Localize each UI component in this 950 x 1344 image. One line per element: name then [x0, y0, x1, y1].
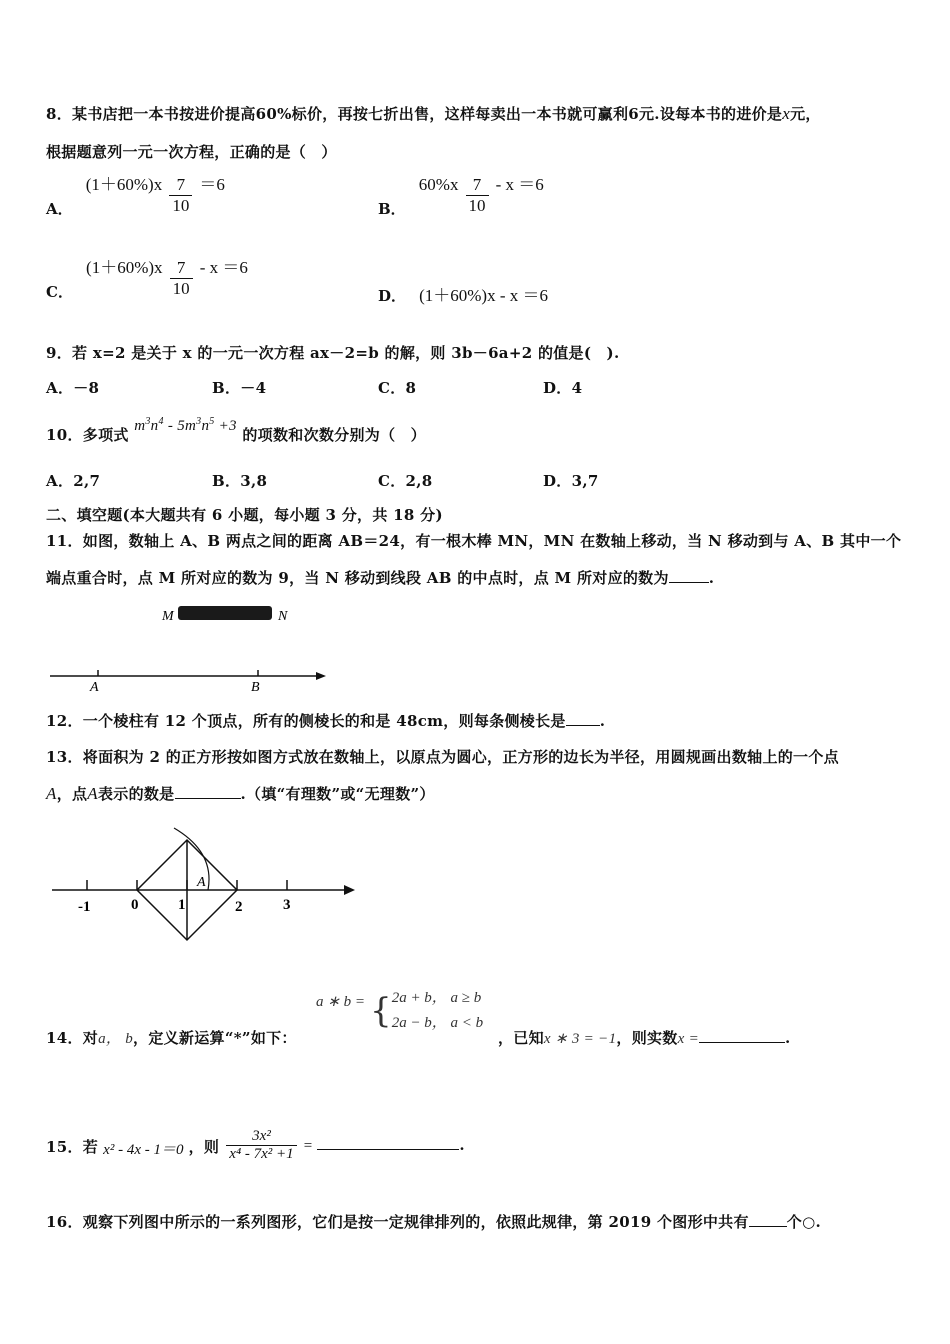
arrow-head: [316, 672, 326, 680]
label-n: N: [278, 609, 288, 624]
tick-label: 3: [283, 897, 291, 913]
q9-option-b: B．－4: [212, 379, 267, 397]
case-2: 2a − b， a < b: [391, 1015, 484, 1031]
label-a: A: [90, 680, 99, 695]
q10-option-a: A．2,7: [46, 472, 101, 490]
q16-answer-blank: [749, 1212, 787, 1227]
q15-stem: 15．若 x² - 4x - 1＝0 ，则 $\frac{\text{3x²}}{\text{x⁴ - 7x² +1}}$ = .: [46, 1128, 465, 1162]
q10-option-c: C．2,8: [378, 472, 433, 490]
q10-option-b: B．3,8: [212, 472, 268, 490]
q8-option-a: A． (1＋60%)x $\frac{7}{10}$ ＝6: [46, 175, 225, 218]
brace: {: [370, 991, 392, 1031]
q10-stem: 10．多项式 $m^3n^4 - 5m^3n^5 +3$ 的项数和次数分别为（ ）: [46, 416, 426, 444]
case-1: 2a + b， a ≥ b: [391, 990, 482, 1006]
q14-answer-blank: [699, 1028, 785, 1043]
q8-a-fraction: $\frac{7}{10}$: [169, 175, 192, 216]
q9-option-d: D．4: [543, 379, 583, 397]
q13-line1: 13．将面积为 2 的正方形按如图方式放在数轴上，以原点为圆心，正方形的边长为半径，用圆规画出数轴上的一个点: [46, 748, 839, 766]
tick-label: 0: [131, 897, 139, 913]
q11-line2: 端点重合时，点 M 所对应的数为 9，当 N 移动到线段 AB 的中点时，点 M 所对应的数为 .: [46, 569, 715, 587]
section-heading: 二、填空题(本大题共有 6 小题，每小题 3 分，共 18 分): [46, 506, 443, 524]
stick-mn: [178, 606, 272, 620]
q15-answer-blank: [317, 1135, 459, 1150]
label-b: B: [251, 680, 260, 695]
q12-stem: 12．一个棱柱有 12 个顶点，所有的侧棱长的和是 48cm，则每条侧棱长是 .: [46, 712, 606, 730]
q13-figure: [40, 822, 370, 952]
fig-label-a: A: [197, 875, 206, 890]
q9-option-a: A．－8: [46, 379, 100, 397]
tick-label: 1: [178, 897, 186, 913]
q13-answer-blank: [175, 784, 241, 799]
q8-line2: 根据题意列一元一次方程，正确的是（ ）: [46, 143, 337, 161]
q10-option-d: D．3,7: [543, 472, 599, 490]
q8-line1: 8．某书店把一本书按进价提高60%标价，再按七折出售，这样每卖出一本书就可赢利6元.设每本书的进价是x元，: [46, 104, 821, 123]
label-m: M: [162, 609, 174, 624]
q15-fraction: $\frac{\text{3x²}}{\text{x⁴ - 7x² +1}}$: [226, 1128, 296, 1163]
q16-stem: 16．观察下列图中所示的一系列图形，它们是按一定规律排列的，依照此规律，第 2019 个图形中共有 个○.: [46, 1213, 821, 1231]
q14-stem-left: 14．对a， b，定义新运算“*”如下：: [46, 1029, 297, 1047]
q9-option-c: C．8: [378, 379, 417, 397]
arrow-head: [344, 885, 355, 895]
tick-label: 2: [235, 899, 243, 915]
q11-figure: [40, 598, 340, 698]
q8-option-d: D． (1＋60%)x - x ＝6: [378, 286, 549, 305]
q10-polynomial: $m^3n^4 - 5m^3n^5 +3$: [134, 416, 237, 434]
q8-c-fraction: $\frac{7}{10}$: [170, 258, 193, 299]
q11-line1: 11．如图，数轴上 A、B 两点之间的距离 AB＝24，有一根木棒 MN，MN 在数轴上移动，当 N 移动到与 A、B 其中一个: [46, 532, 902, 550]
q9-stem: 9．若 x=2 是关于 x 的一元一次方程 ax－2=b 的解，则 3b－6a+2 的值是( ).: [46, 344, 620, 362]
q8-option-b: B． 60%x $\frac{7}{10}$ - x ＝6: [378, 175, 544, 218]
q14-stem-right: ，已知x ∗ 3 = −1，则实数x = .: [498, 1029, 791, 1047]
q11-answer-blank: [669, 568, 709, 583]
tick-label: -1: [78, 899, 91, 915]
q8-option-c: C． (1＋60%)x $\frac{7}{10}$ - x ＝6: [46, 258, 248, 301]
q14-definition: a ∗ b = { 2a + b， a ≥ b 2a − b， a < b: [316, 986, 483, 1036]
q12-answer-blank: [566, 711, 600, 726]
q8-b-fraction: $\frac{7}{10}$: [466, 175, 489, 216]
q13-line2: A，点A表示的数是 .（填“有理数”或“无理数”）: [46, 784, 435, 803]
